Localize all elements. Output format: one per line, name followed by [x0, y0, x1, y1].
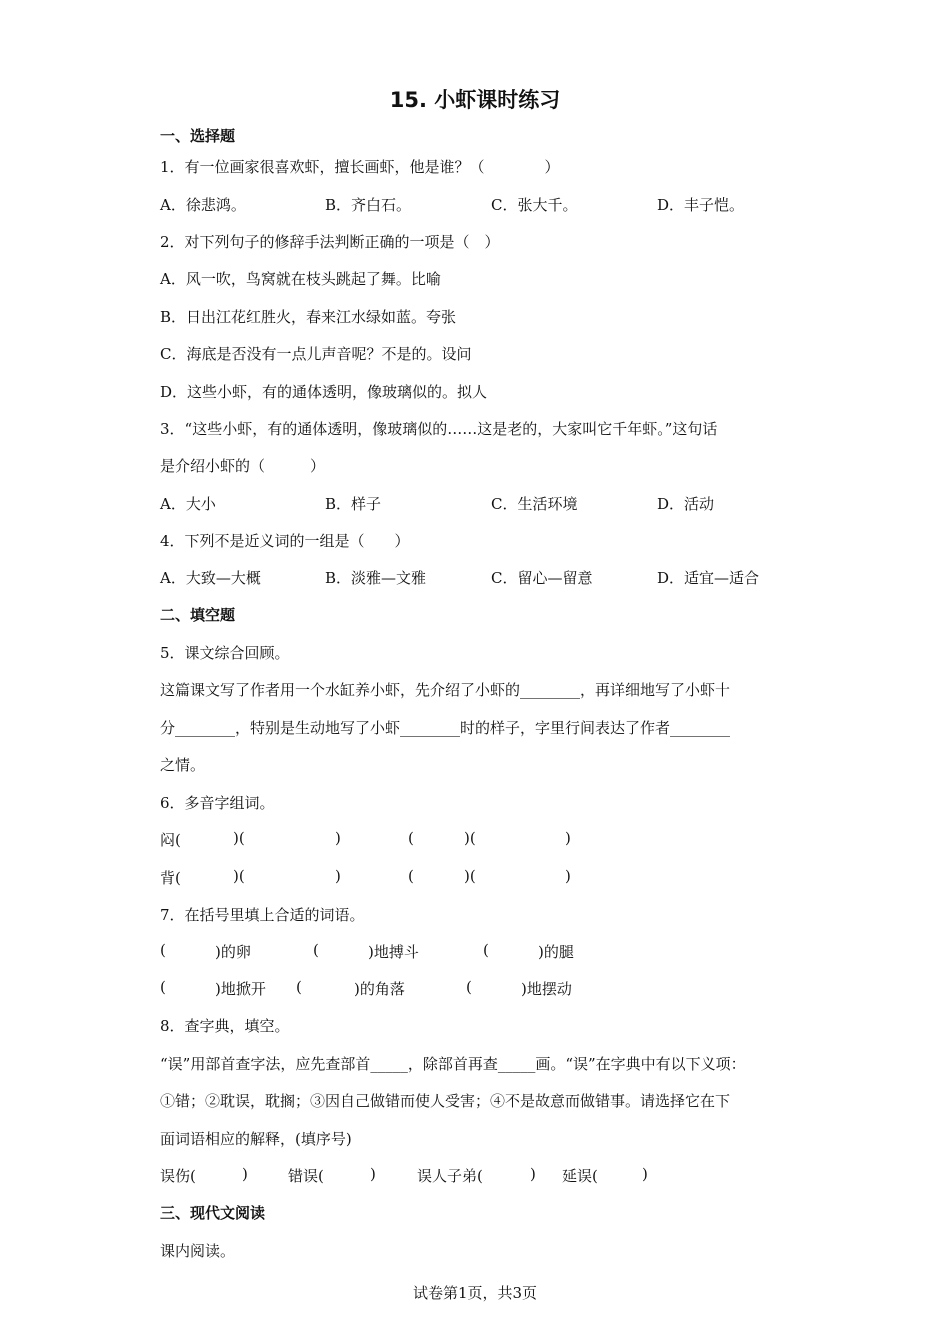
blank-close: ): [242, 1165, 248, 1183]
blank-open: (: [483, 941, 489, 959]
question-3-option-a: A．大小: [160, 495, 216, 513]
question-5-line-3: 之情。: [160, 756, 206, 774]
blank-open: 背(: [160, 869, 181, 887]
phrase: )地搏斗: [368, 943, 419, 961]
page-footer: 试卷第1页，共3页: [412, 1284, 538, 1302]
question-8-line-2: ①错；②耽误，耽搁；③因自己做错而使人受害；④不是故意而做错事。请选择它在下: [160, 1092, 731, 1110]
phrase: )的角落: [354, 980, 405, 998]
blank-mid: )(: [233, 867, 245, 885]
question-3-option-b: B．样子: [325, 495, 382, 513]
blank-close: ): [370, 1165, 376, 1183]
blank-mid: )(: [233, 829, 245, 847]
blank-open: (: [296, 978, 302, 996]
question-1-option-b: B．齐白石。: [325, 196, 412, 214]
question-8-stem: 8．查字典，填空。: [160, 1017, 290, 1035]
term: 误人子弟(: [417, 1167, 483, 1185]
term: 误伤(: [160, 1167, 196, 1185]
question-1-option-d: D．丰子恺。: [657, 196, 745, 214]
question-3-option-d: D．活动: [657, 495, 715, 513]
question-3-option-c: C．生活环境: [491, 495, 578, 513]
term: 错误(: [288, 1167, 324, 1185]
question-4-option-a: A．大致—大概: [160, 569, 261, 587]
blank-open: (: [160, 941, 166, 959]
phrase: )地摆动: [521, 980, 572, 998]
section-heading-reading: 三、现代文阅读: [160, 1204, 266, 1222]
blank-mid: )(: [464, 829, 476, 847]
blank-close: ): [335, 829, 341, 847]
term: 延误(: [562, 1167, 598, 1185]
question-1-stem: 1．有一位画家很喜欢虾，擅长画虾，他是谁？（ ）: [160, 158, 560, 176]
question-6-stem: 6．多音字组词。: [160, 794, 275, 812]
question-2-option-a: A．风一吹，鸟窝就在枝头跳起了舞。比喻: [160, 270, 441, 288]
question-4-option-d: D．适宜—适合: [657, 569, 760, 587]
blank-open: (: [408, 829, 414, 847]
phrase: )的腿: [538, 943, 574, 961]
question-1-option-c: C．张大千。: [491, 196, 578, 214]
blank-open: (: [408, 867, 414, 885]
blank-open: (: [160, 978, 166, 996]
question-8-line-3: 面词语相应的解释，(填序号): [160, 1130, 352, 1148]
question-2-option-d: D．这些小虾，有的通体透明，像玻璃似的。拟人: [160, 383, 488, 401]
question-7-stem: 7．在括号里填上合适的词语。: [160, 906, 365, 924]
question-5-stem: 5．课文综合回顾。: [160, 644, 290, 662]
blank-close: ): [335, 867, 341, 885]
question-3-stem-line-1: 3．“这些小虾，有的通体透明，像玻璃似的……这是老的，大家叫它千年虾。”这句话: [160, 420, 718, 438]
blank-open: (: [466, 978, 472, 996]
question-1-option-a: A．徐悲鸿。: [160, 196, 246, 214]
blank-close: ): [530, 1165, 536, 1183]
section-heading-choice: 一、选择题: [160, 127, 236, 145]
blank-mid: )(: [464, 867, 476, 885]
question-5-line-1: 这篇课文写了作者用一个水缸养小虾，先介绍了小虾的________，再详细地写了小虾十: [160, 681, 731, 699]
phrase: )地掀开: [215, 980, 266, 998]
section-heading-fill: 二、填空题: [160, 606, 236, 624]
phrase: )的卵: [215, 943, 251, 961]
question-3-stem-line-2: 是介绍小虾的（ ）: [160, 457, 326, 475]
question-4-stem: 4．下列不是近义词的一组是（ ）: [160, 532, 410, 550]
question-2-option-c: C．海底是否没有一点儿声音呢？不是的。设问: [160, 345, 472, 363]
blank-open: (: [313, 941, 319, 959]
blank-close: ): [642, 1165, 648, 1183]
question-4-option-c: C．留心—留意: [491, 569, 593, 587]
blank-close: ): [565, 867, 571, 885]
question-5-line-2: 分________，特别是生动地写了小虾________时的样子，字里行间表达了作者________: [160, 719, 731, 737]
reading-intro: 课内阅读。: [160, 1242, 236, 1260]
blank-close: ): [565, 829, 571, 847]
question-8-line-1: “误”用部首查字法，应先查部首_____，除部首再查_____画。“误”在字典中有以下义项：: [160, 1055, 746, 1073]
question-4-option-b: B．淡雅—文雅: [325, 569, 427, 587]
blank-open: 闷(: [160, 831, 181, 849]
question-2-option-b: B．日出江花红胜火，春来江水绿如蓝。夸张: [160, 308, 457, 326]
question-2-stem: 2．对下列句子的修辞手法判断正确的一项是（ ）: [160, 233, 500, 251]
page-title: 15. 小虾课时练习: [389, 88, 561, 112]
